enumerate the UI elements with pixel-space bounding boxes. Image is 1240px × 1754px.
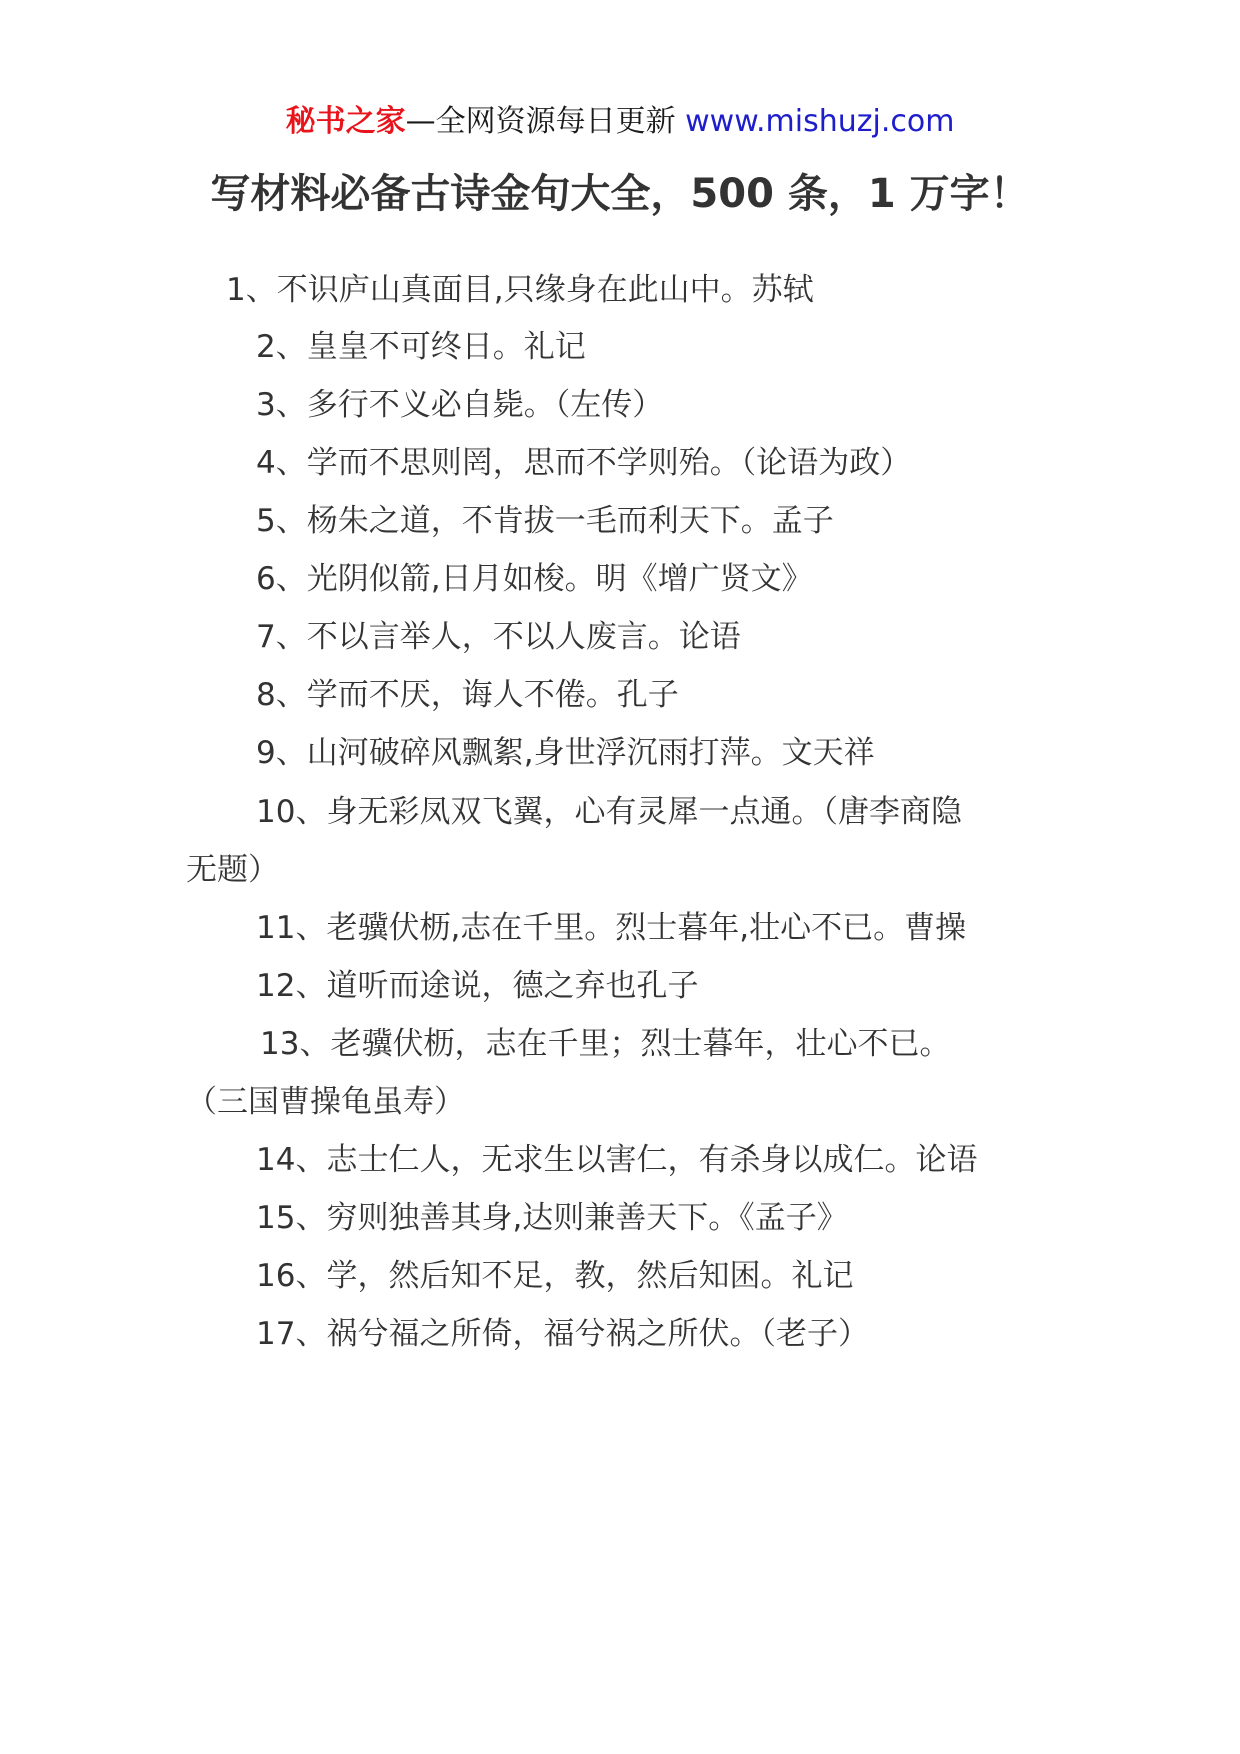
site-url-link[interactable]: www.mishuzj.com <box>685 104 955 139</box>
quote-line: 10、身无彩凤双飞翼，心有灵犀一点通。（唐李商隐 <box>256 794 962 830</box>
brand-name: 秘书之家 <box>285 104 406 139</box>
quote-line-continuation: 无题） <box>186 852 279 888</box>
quote-line-continuation: （三国曹操龟虽寿） <box>186 1084 465 1120</box>
quote-line: 2、皇皇不可终日。礼记 <box>256 329 586 365</box>
quote-line: 17、祸兮福之所倚，福兮祸之所伏。（老子） <box>256 1316 869 1352</box>
quote-line: 8、学而不厌，诲人不倦。孔子 <box>256 677 679 713</box>
quote-line: 6、光阴似箭,日月如梭。明《增广贤文》 <box>256 561 813 597</box>
quote-line: 13、老骥伏枥，志在千里；烈士暮年，壮心不已。 <box>260 1026 951 1062</box>
header-tagline: —全网资源每日更新 <box>405 104 676 139</box>
quote-line: 7、不以言举人，不以人废言。论语 <box>256 619 741 655</box>
document-title: 写材料必备古诗金句大全，500 条，1 万字！ <box>210 171 1030 217</box>
quote-line: 11、老骥伏枥,志在千里。烈士暮年,壮心不已。曹操 <box>256 910 967 946</box>
site-header <box>0 100 1240 144</box>
quote-line: 4、学而不思则罔，思而不学则殆。（论语为政） <box>256 445 912 481</box>
quote-line: 16、学，然后知不足，教，然后知困。礼记 <box>256 1258 854 1294</box>
quote-line: 14、志士仁人，无求生以害仁，有杀身以成仁。论语 <box>256 1142 978 1178</box>
quote-line: 5、杨朱之道，不肯拔一毛而利天下。孟子 <box>256 503 834 539</box>
quote-line: 12、道听而途说，德之弃也孔子 <box>256 968 699 1004</box>
quote-line: 3、多行不义必自毙。（左传） <box>256 387 664 423</box>
quote-line: 9、山河破碎风飘絮,身世浮沉雨打萍。文天祥 <box>256 735 875 771</box>
quote-line: 15、穷则独善其身,达则兼善天下。《孟子》 <box>256 1200 848 1236</box>
quote-line: 1、不识庐山真面目,只缘身在此山中。苏轼 <box>226 272 814 308</box>
